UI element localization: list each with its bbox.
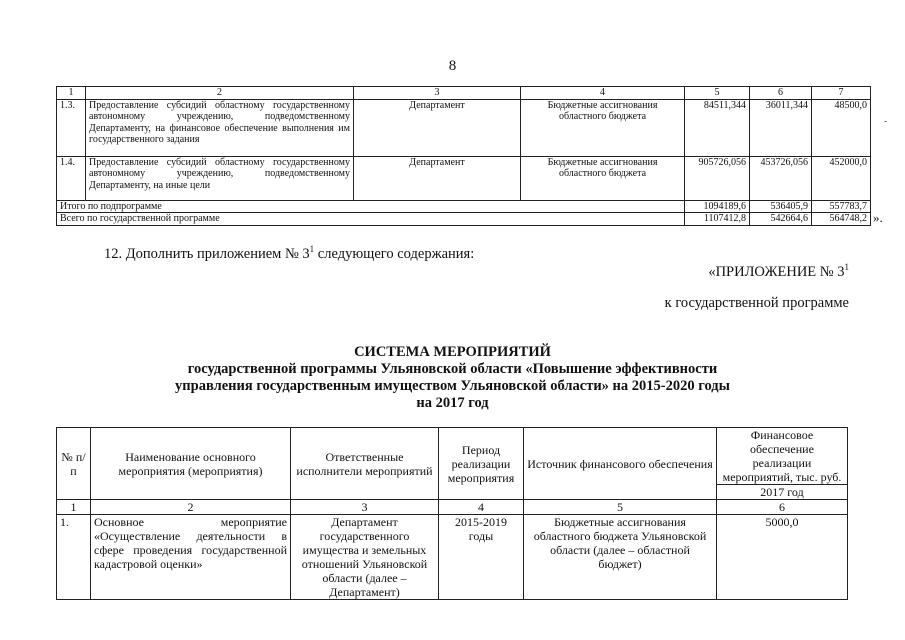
paragraph-sup: 1 — [309, 244, 315, 254]
col-index: 2 — [91, 500, 291, 515]
total-label: Всего по государственной программе — [57, 213, 685, 226]
appendix-label — [708, 262, 849, 281]
margin-mark: - — [884, 116, 888, 127]
funding-source: Бюджетные ассигнования областного бюджета — [521, 99, 685, 156]
col-index: 1 — [57, 500, 91, 515]
col-index: 3 — [291, 500, 439, 515]
value-cell: 905726,056 — [685, 156, 750, 200]
header-period: Период реализации мероприятия — [439, 428, 524, 500]
period: 2015-2019 годы — [439, 515, 524, 600]
paragraph-12 — [104, 244, 474, 263]
table-header-row — [57, 87, 871, 100]
measures-table — [56, 427, 848, 600]
executor: Департамент — [354, 99, 521, 156]
activity-name: Основное мероприятие «Осуществление деятельности в сфере проведения государственной кадастровой оценки» — [91, 515, 291, 600]
closing-quote: ». — [873, 210, 883, 225]
col-index: 5 — [524, 500, 717, 515]
appendix-sup: 1 — [844, 262, 849, 272]
table-header-row — [57, 428, 848, 485]
col-header: 1 — [57, 87, 86, 100]
subtotal-row — [57, 200, 871, 213]
funding-source: Бюджетные ассигнования областного бюджета — [521, 156, 685, 200]
col-header: 5 — [685, 87, 750, 100]
paragraph-text: 12. Дополнить приложением № 3 — [104, 245, 310, 262]
table-row — [57, 515, 848, 600]
amount: 5000,0 — [717, 515, 848, 600]
budget-table — [56, 86, 871, 226]
col-header: 6 — [750, 87, 812, 100]
title-line-4: на 2017 год — [416, 395, 489, 411]
executors: Департамент государственного имущества и земельных отношений Ульяновской области (далее – Департамент) — [291, 515, 439, 600]
col-index: 6 — [717, 500, 848, 515]
value-cell: 36011,344 — [750, 99, 812, 156]
col-header: 4 — [521, 87, 685, 100]
header-source: Источник финансового обеспечения — [524, 428, 717, 500]
value-cell: 452000,0 — [812, 156, 871, 200]
activity-name: Предоставление субсидий областному государственному автономному учреждению, подведомственному Департаменту, на финансовое обеспечение выполнения им государственного задания — [86, 99, 354, 156]
table-index-row — [57, 500, 848, 515]
funding-source: Бюджетные ассигнования областного бюджета Ульяновской области (далее – областной бюджет) — [524, 515, 717, 600]
title-line-1: СИСТЕМА МЕРОПРИЯТИЙ — [354, 344, 551, 360]
header-finance: Финансовое обеспечение реализации мероприятий, тыс. руб. — [717, 428, 848, 485]
value-cell: 542664,6 — [750, 213, 812, 226]
row-number: 1.3. — [57, 99, 86, 156]
total-row — [57, 213, 871, 226]
col-header: 3 — [354, 87, 521, 100]
activity-name: Предоставление субсидий областному государственному автономному учреждению, подведомственному Департаменту, на иные цели — [86, 156, 354, 200]
subtotal-label: Итого по подпрограмме — [57, 200, 685, 213]
executor: Департамент — [354, 156, 521, 200]
row-number: 1. — [57, 515, 91, 600]
value-cell: 453726,056 — [750, 156, 812, 200]
header-name: Наименование основного мероприятия (мероприятия) — [91, 428, 291, 500]
page-number: 8 — [448, 58, 457, 74]
row-number: 1.4. — [57, 156, 86, 200]
header-year: 2017 год — [717, 485, 848, 500]
col-index: 4 — [439, 500, 524, 515]
value-cell: 48500,0 — [812, 99, 871, 156]
title-line-2: государственной программы Ульяновской области «Повышение эффективности — [187, 361, 718, 377]
col-header: 7 — [812, 87, 871, 100]
table-row — [57, 156, 871, 200]
col-header: 2 — [86, 87, 354, 100]
value-cell: 564748,2 — [812, 213, 871, 226]
value-cell: 84511,344 — [685, 99, 750, 156]
value-cell: 1094189,6 — [685, 200, 750, 213]
paragraph-after: следующего содержания: — [314, 245, 475, 262]
table-row — [57, 99, 871, 156]
appendix-text: «ПРИЛОЖЕНИЕ № 3 — [708, 263, 845, 280]
title-line-3: управления государственным имуществом Ульяновской области» на 2015-2020 годы — [175, 378, 730, 394]
appendix-subtitle: к государственной программе — [664, 295, 849, 311]
value-cell: 1107412,8 — [685, 213, 750, 226]
header-num: № п/п — [57, 428, 91, 500]
value-cell: 557783,7 — [812, 200, 871, 213]
header-executors: Ответственные исполнители мероприятий — [291, 428, 439, 500]
value-cell: 536405,9 — [750, 200, 812, 213]
